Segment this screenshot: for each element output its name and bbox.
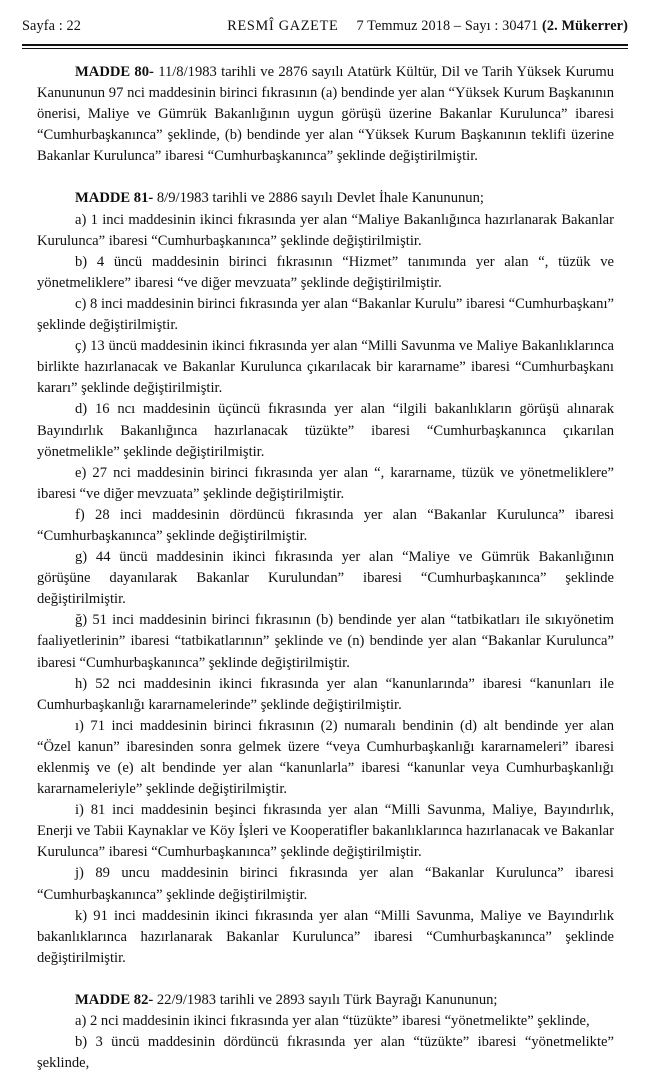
page-number-label: Sayfa : 22	[22, 18, 81, 34]
paragraph-text: a) 2 nci maddesinin ikinci fıkrasında yer alan “tüzükte” ibaresi “yönetmelikte” şeklinde,	[75, 1013, 590, 1030]
paragraph-text: ç) 13 üncü maddesinin ikinci fıkrasında yer alan “Milli Savunma ve Maliye Bakanlıklarınca birlikte hazırlanacak ve Bakanlar Kurulunca çıkarılacak bir kararname” ibaresi “Cumhurbaşkanı kararı” şeklinde değiştirilmiştir.	[37, 338, 614, 397]
paragraph-text: 11/8/1983 tarihli ve 2876 sayılı Atatürk Kültür, Dil ve Tarih Yüksek Kurumu Kanununun 97 nci maddesinin birinci fıkrasının (a) bendinde yer alan “Yüksek Kurum Başkanının önerisi, Maliye ve Gümrük Bakanlığının uygun görüşü üzerine Bakanlar Kurulunca” ibaresi “Cumhurbaşkanınca” şeklinde, (b) bendinde yer alan “Yüksek Kurum Başkanının teklifi üzerine Bakanlar Kurulunca” ibaresi “Cumhurbaşkanınca” şeklinde değiştirilmiştir.	[37, 64, 614, 165]
paragraph-text: d) 16 ncı maddesinin üçüncü fıkrasında yer alan “ilgili bakanlıkların görüşü alınarak Bayındırlık Bakanlığınca hazırlanacak tüzükte” ibaresi “Cumhurbaşkanınca çıkarılan yönetmelikle” şeklinde değiştirilmiştir.	[37, 401, 614, 460]
issue-info	[356, 18, 628, 35]
paragraph-madde-81-d	[37, 399, 614, 462]
paragraph-text: b) 3 üncü maddesinin dördüncü fıkrasında yer alan “tüzükte” ibaresi “yönetmelikte” şeklinde,	[37, 1034, 614, 1072]
rule-thick-line	[22, 44, 628, 46]
paragraph-madde-81-j	[37, 863, 614, 905]
paragraph-madde-82-a	[37, 1011, 614, 1032]
paragraph-text: e) 27 nci maddesinin birinci fıkrasında yer alan “, kararname, tüzük ve yönetmeliklere” ibaresi “ve diğer mevzuata” şeklinde değiştirilmiştir.	[37, 464, 614, 502]
header-divider-rule	[22, 44, 628, 49]
paragraph-text: i) 81 inci maddesinin beşinci fıkrasında yer alan “Milli Savunma, Maliye, Bayındırlık, Enerji ve Tabii Kaynaklar ve Köy İşleri ve Kooperatifler bakanlıklarınca hazırlanacak ve Bakanlar Kurulunca” ibaresi “Cumhurbaşkanınca” şeklinde değiştirilmiştir.	[37, 802, 614, 861]
paragraph-text: ı) 71 inci maddesinin birinci fıkrasının (2) numaralı bendinin (d) alt bendinde yer alan “Özel kanun” ibaresinden sonra gelmek üzere “veya Cumhurbaşkanlığı kararnameleri” ibaresi eklenmiş ve (e) alt bendinde yer alan “kanunlarla” ibaresi “kanunlar veya Cumhurbaşkanlığı kararnameleriyle” şeklinde değiştirilmiştir.	[37, 717, 614, 798]
paragraph-text: ğ) 51 inci maddesinin birinci fıkrasının (b) bendinde yer alan “tatbikatları ile sıkıyönetim faaliyetlerinin” ibaresi “tatbikatlarının” şeklinde ve (n) bendinde yer alan “Bakanlar Kurulunca” ibaresi “Cumhurbaşkanınca” şeklinde değiştirilmiştir.	[37, 612, 614, 671]
rule-thin-line	[22, 48, 628, 49]
paragraph-text: j) 89 uncu maddesinin birinci fıkrasında yer alan “Bakanlar Kurulunca” ibaresi “Cumhurbaşkanınca” şeklinde değiştirilmiştir.	[37, 865, 614, 903]
paragraph-madde-81-c	[37, 294, 614, 336]
paragraph-madde-81-a	[37, 210, 614, 252]
paragraph-madde-81-b	[37, 252, 614, 294]
mukerrer-label: (2. Mükerrer)	[542, 18, 628, 34]
paragraph-madde-81-k	[37, 906, 614, 969]
paragraph-madde-81-i	[37, 800, 614, 863]
paragraph-madde-80	[37, 62, 614, 167]
paragraph-text: g) 44 üncü maddesinin ikinci fıkrasında yer alan “Maliye ve Gümrük Bakanlığının görüşüne dayanılarak Bakanlar Kurulundan” ibaresi “Cumhurbaşkanınca” şeklinde değiştirilmiştir.	[37, 549, 614, 608]
issue-date-number: 7 Temmuz 2018 – Sayı : 30471	[356, 18, 539, 34]
paragraph-madde-81-h	[37, 674, 614, 716]
page-running-header	[22, 18, 628, 44]
paragraph-text: f) 28 inci maddesinin dördüncü fıkrasında yer alan “Bakanlar Kurulunca” ibaresi “Cumhurbaşkanınca” şeklinde değiştirilmiştir.	[37, 506, 614, 544]
article-heading-label: MADDE 81-	[75, 190, 154, 207]
paragraph-madde-81-f	[37, 505, 614, 547]
paragraph-madde-81-e	[37, 463, 614, 505]
paragraph-text: c) 8 inci maddesinin birinci fıkrasında yer alan “Bakanlar Kurulu” ibaresi “Cumhurbaşkanı” şeklinde değiştirilmiştir.	[37, 295, 614, 334]
paragraph-madde-81-c-cedilla	[37, 336, 614, 399]
paragraph-madde-82	[37, 990, 614, 1011]
paragraph-text: k) 91 inci maddesinin ikinci fıkrasında yer alan “Milli Savunma, Maliye ve Bayındırlık bakanlıklarınca hazırlanarak Bakanlar Kurulunca” ibaresi “Cumhurbaşkanınca” şeklinde değiştirilmiştir.	[37, 907, 614, 966]
paragraph-text: 8/9/1983 tarihli ve 2886 sayılı Devlet İhale Kanununun;	[153, 190, 484, 207]
paragraph-text: b) 4 üncü maddesinin birinci fıkrasının “Hizmet” tanımında yer alan “, tüzük ve yönetmeliklere” ibaresi “ve diğer mevzuata” şeklinde değiştirilmiştir.	[37, 253, 614, 291]
document-body	[37, 62, 614, 1074]
paragraph-text: h) 52 nci maddesinin ikinci fıkrasında yer alan “kanunlarında” ibaresi “kanunları ile Cumhurbaşkanlığı kararnamelerinde” şeklinde değiştirilmiştir.	[37, 675, 614, 713]
paragraph-madde-81-g-breve	[37, 610, 614, 673]
paragraph-madde-81-i-dotless	[37, 716, 614, 800]
paragraph-madde-82-b	[37, 1032, 614, 1074]
article-heading-label: MADDE 80-	[75, 64, 154, 80]
article-heading-label: MADDE 82-	[75, 991, 154, 1008]
paragraph-text: 22/9/1983 tarihli ve 2893 sayılı Türk Bayrağı Kanununun;	[153, 991, 498, 1008]
paragraph-madde-81	[37, 188, 614, 209]
paragraph-madde-81-g	[37, 547, 614, 610]
paragraph-text: a) 1 inci maddesinin ikinci fıkrasında yer alan “Maliye Bakanlığınca hazırlanarak Bakanlar Kurulunca” ibaresi “Cumhurbaşkanınca” şeklinde değiştirilmiştir.	[37, 211, 614, 249]
publication-title: RESMÎ GAZETE	[227, 18, 339, 34]
